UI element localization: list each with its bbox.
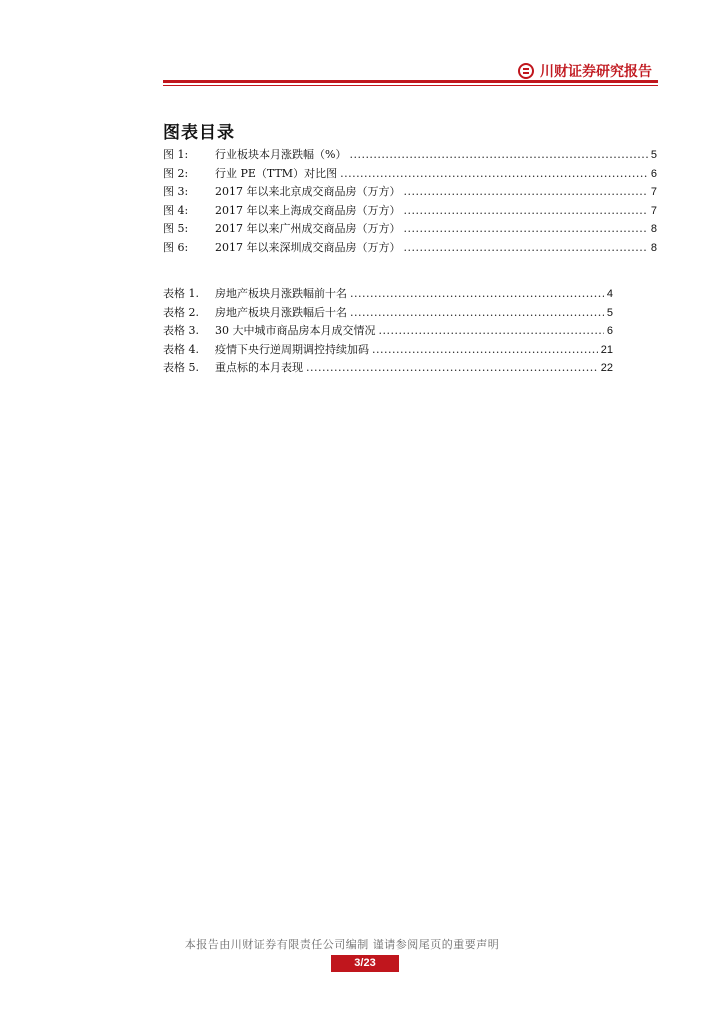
- dot-leader: [306, 361, 598, 374]
- toc-heading: 图表目录: [163, 123, 235, 143]
- dot-leader: [349, 148, 647, 161]
- entry-page: 7: [650, 186, 657, 198]
- entry-label: 表格 2.: [163, 305, 199, 319]
- entry-label: 图 2:: [163, 166, 189, 180]
- entry-label: 图 3:: [163, 185, 189, 198]
- header-rule: [163, 80, 658, 83]
- brand: [518, 61, 652, 81]
- dot-leader: [340, 167, 648, 180]
- chuancai-logo-icon: [518, 63, 534, 79]
- entry-page: 22: [600, 362, 613, 374]
- header-rule-thin: [163, 85, 658, 86]
- entry-title: 行业 PE（TTM）对比图: [215, 166, 338, 180]
- table-list: [163, 285, 613, 378]
- dot-leader: [404, 222, 648, 235]
- entry-label: 表格 5.: [163, 361, 199, 374]
- dot-leader: [350, 306, 604, 319]
- toc-entry[interactable]: [163, 146, 657, 165]
- toc-entry[interactable]: [163, 183, 657, 202]
- toc-entry[interactable]: [163, 341, 613, 360]
- entry-label: 表格 1.: [163, 287, 199, 300]
- toc-entry[interactable]: [163, 285, 613, 304]
- entry-page: 4: [606, 288, 613, 300]
- toc-entry[interactable]: [163, 322, 613, 341]
- toc-entry[interactable]: [163, 304, 613, 323]
- footer-disclaimer: 本报告由川财证券有限责任公司编制 谨请参阅尾页的重要声明: [184, 938, 500, 951]
- toc-entry[interactable]: [163, 239, 657, 258]
- entry-title: 2017 年以来广州成交商品房（万方）: [215, 222, 401, 235]
- toc-entry[interactable]: [163, 359, 613, 378]
- entry-page: 7: [650, 204, 657, 217]
- dot-leader: [372, 343, 598, 356]
- figure-list: [163, 146, 657, 257]
- entry-page: 5: [650, 149, 657, 161]
- dot-leader: [404, 204, 648, 217]
- dot-leader: [350, 287, 604, 300]
- entry-page: 21: [600, 343, 613, 356]
- entry-title: 2017 年以来北京成交商品房（万方）: [215, 185, 401, 198]
- toc-entry[interactable]: [163, 202, 657, 221]
- entry-page: 5: [606, 306, 613, 319]
- entry-title: 2017 年以来上海成交商品房（万方）: [215, 203, 401, 217]
- entry-title: 行业板块本月涨跌幅（%）: [215, 148, 347, 161]
- dot-leader: [404, 185, 648, 198]
- entry-title: 30 大中城市商品房本月成交情况: [215, 324, 376, 337]
- page-number-badge: 3/23: [331, 955, 399, 972]
- entry-title: 疫情下央行逆周期调控持续加码: [215, 342, 369, 356]
- entry-label: 图 6:: [163, 240, 189, 254]
- entry-title: 重点标的本月表现: [215, 361, 303, 374]
- entry-page: 8: [650, 223, 657, 235]
- entry-title: 房地产板块月涨跌幅前十名: [215, 287, 347, 300]
- entry-label: 表格 4.: [163, 342, 199, 356]
- toc-entry[interactable]: [163, 220, 657, 239]
- entry-label: 图 5:: [163, 222, 189, 235]
- entry-label: 图 1:: [163, 148, 189, 161]
- entry-page: 6: [606, 325, 613, 337]
- entry-page: 6: [650, 167, 657, 180]
- dot-leader: [379, 324, 604, 337]
- entry-title: 2017 年以来深圳成交商品房（万方）: [215, 240, 401, 254]
- entry-page: 8: [650, 241, 657, 254]
- brand-name: 川财证券研究报告: [540, 64, 652, 80]
- dot-leader: [404, 241, 648, 254]
- entry-label: 图 4:: [163, 203, 189, 217]
- entry-label: 表格 3.: [163, 324, 199, 337]
- toc-entry[interactable]: [163, 165, 657, 184]
- entry-title: 房地产板块月涨跌幅后十名: [215, 305, 347, 319]
